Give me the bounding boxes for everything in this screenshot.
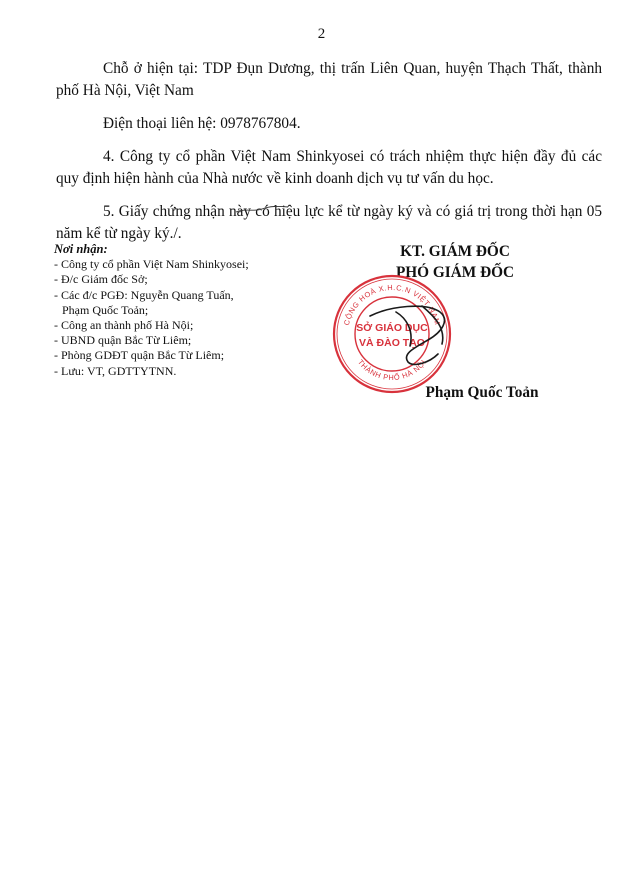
- recipient-item: - Công an thành phố Hà Nội;: [54, 318, 194, 333]
- signature-title-line1: KT. GIÁM ĐỐC: [400, 243, 510, 260]
- page-number: 2: [317, 26, 326, 42]
- seal-ring-text-top: CỘNG HOÀ X.H.C.N VIỆT NAM: [341, 282, 443, 327]
- document-body: [56, 58, 602, 256]
- recipients-block: [54, 242, 314, 379]
- seal-center-text-2: VÀ ĐÀO TẠO: [359, 337, 425, 349]
- seal-ring-text-bottom: THÀNH PHỐ HÀ NỘI: [355, 357, 429, 383]
- signer-name: Phạm Quốc Toản: [425, 384, 539, 401]
- paragraph-current-address: Chỗ ở hiện tại: TDP Đụn Dương, thị trấn Liên Quan, huyện Thạch Thất, thành phố Hà Nội, Việt Nam: [56, 60, 602, 99]
- paragraph-item-4: 4. Công ty cổ phần Việt Nam Shinkyosei có trách nhiệm thực hiện đầy đủ các quy định hiện hành của Nhà nước về kinh doanh dịch vụ tư vấn du học.: [56, 148, 602, 187]
- initial-flourish: [232, 200, 292, 216]
- signature-title-line2: PHÓ GIÁM ĐỐC: [395, 264, 515, 281]
- seal-center-text-1: SỞ GIÁO DỤC: [356, 322, 428, 334]
- paragraph-item-5: 5. Giấy chứng nhận này có hiệu lực kể từ ngày ký và có giá trị trong thời hạn 05 năm kể từ ngày ký./.: [56, 203, 602, 242]
- recipients-title: Nơi nhận:: [54, 242, 108, 256]
- recipient-item-continuation: Phạm Quốc Toản;: [62, 302, 149, 317]
- recipient-item: - Đ/c Giám đốc Sở;: [54, 272, 148, 287]
- paragraph-phone: Điện thoại liên hệ: 0978767804.: [103, 115, 301, 132]
- recipient-item: - Lưu: VT, GDTTYTNN.: [54, 363, 177, 378]
- recipient-item: - UBND quận Bắc Từ Liêm;: [54, 333, 192, 348]
- official-seal: [330, 272, 454, 396]
- recipient-item: - Phòng GDĐT quận Bắc Từ Liêm;: [54, 348, 225, 363]
- seal-outer-ring-inner: [337, 279, 447, 389]
- recipient-item: - Các đ/c PGĐ: Nguyễn Quang Tuấn,: [54, 287, 234, 302]
- recipient-item: - Công ty cổ phần Việt Nam Shinkyosei;: [54, 257, 249, 272]
